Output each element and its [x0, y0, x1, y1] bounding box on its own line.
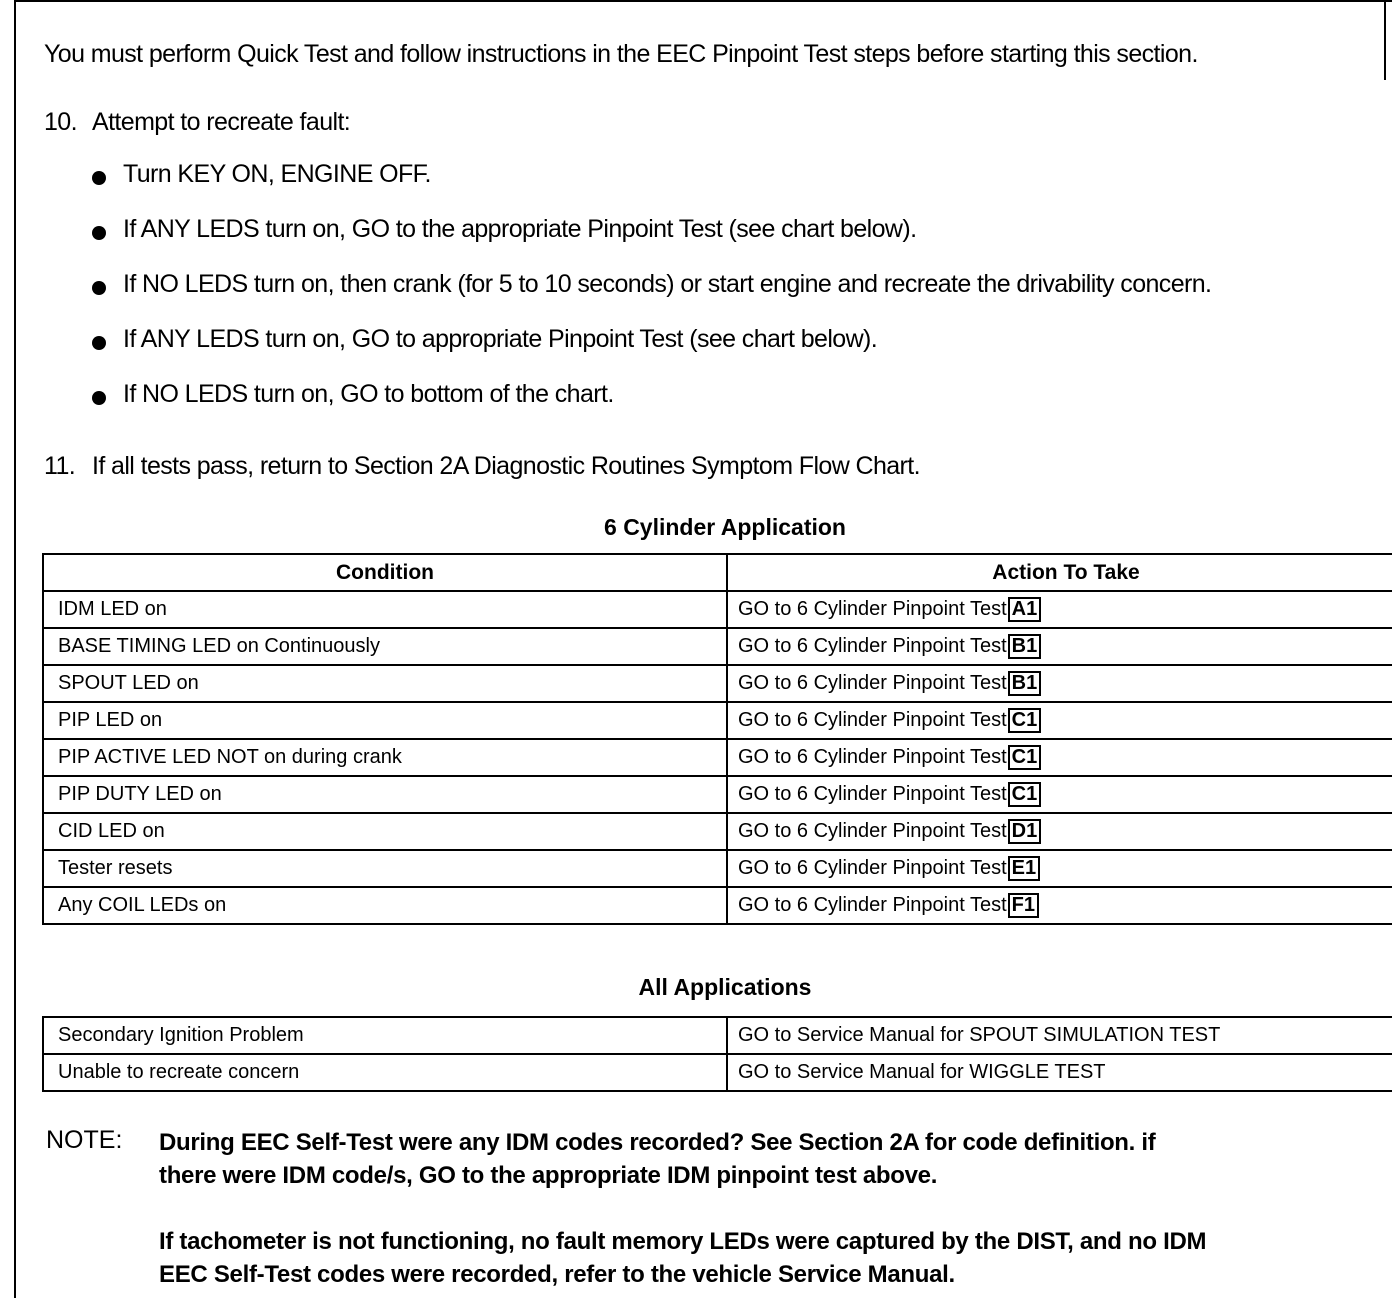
- list-item: Turn KEY ON, ENGINE OFF.: [92, 160, 1211, 215]
- condition-cell: BASE TIMING LED on Continuously: [43, 628, 727, 665]
- list-item: If ANY LEDS turn on, GO to the appropriate Pinpoint Test (see chart below).: [92, 215, 1211, 270]
- test-code-box: E1: [1008, 856, 1040, 881]
- note-label: NOTE:: [46, 1126, 123, 1154]
- column-header-condition: Condition: [43, 554, 727, 591]
- condition-cell: PIP ACTIVE LED NOT on during crank: [43, 739, 727, 776]
- page-border-left: [14, 0, 16, 1298]
- test-code-box: D1: [1008, 819, 1042, 844]
- test-code-box: C1: [1008, 708, 1042, 733]
- action-cell: GO to 6 Cylinder Pinpoint Test C1: [727, 776, 1392, 813]
- action-cell: GO to 6 Cylinder Pinpoint Test B1: [727, 665, 1392, 702]
- table-row: [43, 1017, 1392, 1054]
- step-number: 11.: [44, 452, 76, 480]
- action-cell: GO to 6 Cylinder Pinpoint Test B1: [727, 628, 1392, 665]
- table-row: [43, 776, 1392, 813]
- table-row: [43, 887, 1392, 924]
- condition-cell: IDM LED on: [43, 591, 727, 628]
- table-header-row: [43, 554, 1392, 591]
- page-border-top: [14, 0, 1392, 2]
- condition-cell: Secondary Ignition Problem: [43, 1017, 727, 1054]
- all-applications-title: All Applications: [638, 974, 812, 1000]
- step-number: 10.: [44, 108, 77, 136]
- action-cell: GO to 6 Cylinder Pinpoint Test E1: [727, 850, 1392, 887]
- action-cell: GO to Service Manual for SPOUT SIMULATION TEST: [727, 1017, 1392, 1054]
- condition-cell: Tester resets: [43, 850, 727, 887]
- note-line: there were IDM code/s, GO to the appropriate IDM pinpoint test above.: [159, 1162, 938, 1189]
- table-row: [43, 628, 1392, 665]
- condition-cell: PIP LED on: [43, 702, 727, 739]
- all-applications-table: [42, 1016, 1392, 1092]
- condition-cell: CID LED on: [43, 813, 727, 850]
- table-row: [43, 739, 1392, 776]
- table-row: [43, 1054, 1392, 1091]
- step-10: [44, 108, 350, 137]
- six-cylinder-table: [42, 553, 1392, 925]
- table-row: [43, 591, 1392, 628]
- note-line: EEC Self-Test codes were recorded, refer to the vehicle Service Manual.: [159, 1261, 955, 1288]
- note-body: [159, 1126, 1392, 1291]
- table-row: [43, 850, 1392, 887]
- instruction-list: [92, 160, 1211, 435]
- page-border-right: [1384, 0, 1386, 80]
- step-text: Attempt to recreate fault:: [92, 108, 351, 136]
- test-code-box: F1: [1008, 893, 1039, 918]
- action-cell: GO to 6 Cylinder Pinpoint Test C1: [727, 702, 1392, 739]
- step-text: If all tests pass, return to Section 2A Diagnostic Routines Symptom Flow Chart.: [92, 452, 920, 480]
- action-cell: GO to 6 Cylinder Pinpoint Test F1: [727, 887, 1392, 924]
- list-item: If NO LEDS turn on, GO to bottom of the chart.: [92, 380, 1211, 435]
- test-code-box: C1: [1008, 782, 1042, 807]
- list-item: If NO LEDS turn on, then crank (for 5 to 10 seconds) or start engine and recreate the drivability concern.: [92, 270, 1211, 325]
- table-row: [43, 665, 1392, 702]
- action-cell: GO to Service Manual for WIGGLE TEST: [727, 1054, 1392, 1091]
- condition-cell: PIP DUTY LED on: [43, 776, 727, 813]
- test-code-box: B1: [1008, 671, 1042, 696]
- step-11: [44, 452, 920, 481]
- action-cell: GO to 6 Cylinder Pinpoint Test C1: [727, 739, 1392, 776]
- note-line: If tachometer is not functioning, no fault memory LEDs were captured by the DIST, and no IDM: [159, 1228, 1207, 1255]
- column-header-action: Action To Take: [727, 554, 1392, 591]
- action-cell: GO to 6 Cylinder Pinpoint Test D1: [727, 813, 1392, 850]
- test-code-box: B1: [1008, 634, 1042, 659]
- note-line: During EEC Self-Test were any IDM codes recorded? See Section 2A for code definition. if: [159, 1129, 1156, 1156]
- bullet-icon: [92, 336, 106, 350]
- condition-cell: SPOUT LED on: [43, 665, 727, 702]
- bullet-icon: [92, 171, 106, 185]
- table-row: [43, 813, 1392, 850]
- intro-text: You must perform Quick Test and follow instructions in the EEC Pinpoint Test steps before starting this section.: [44, 40, 1198, 68]
- test-code-box: A1: [1008, 597, 1042, 622]
- condition-cell: Unable to recreate concern: [43, 1054, 727, 1091]
- action-cell: GO to 6 Cylinder Pinpoint Test A1: [727, 591, 1392, 628]
- bullet-icon: [92, 281, 106, 295]
- test-code-box: C1: [1008, 745, 1042, 770]
- bullet-icon: [92, 226, 106, 240]
- six-cylinder-title: 6 Cylinder Application: [604, 514, 846, 540]
- table-row: [43, 702, 1392, 739]
- list-item: If ANY LEDS turn on, GO to appropriate Pinpoint Test (see chart below).: [92, 325, 1211, 380]
- bullet-icon: [92, 391, 106, 405]
- condition-cell: Any COIL LEDs on: [43, 887, 727, 924]
